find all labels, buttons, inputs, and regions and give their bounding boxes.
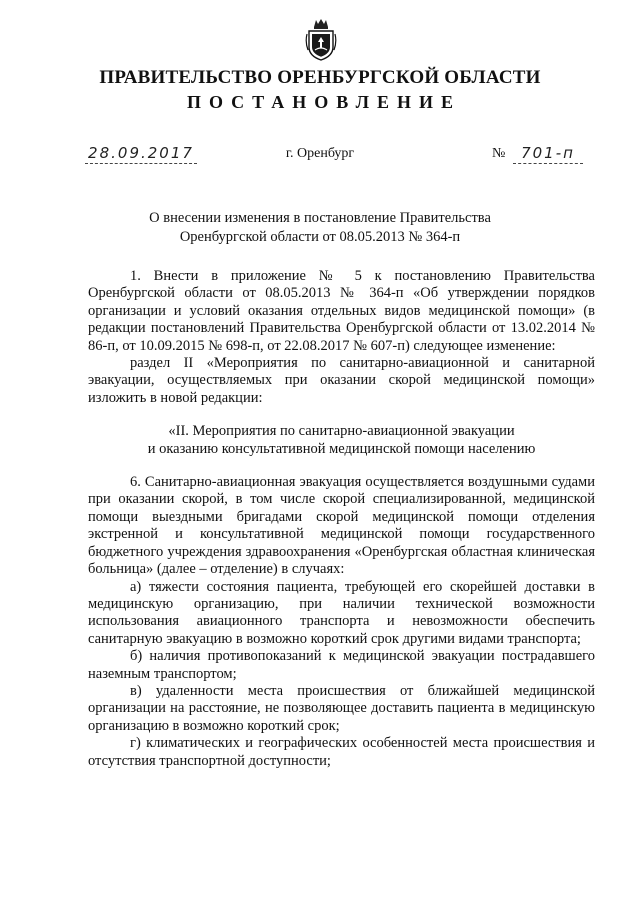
title-line: О внесении изменения в постановление Правительства — [149, 210, 491, 226]
city: г. Оренбург — [285, 146, 355, 161]
handwritten-number: 701-п — [521, 144, 575, 162]
document-meta-row — [0, 144, 640, 168]
document-body — [88, 268, 595, 770]
title-line: Оренбургской области от 08.05.2013 № 364-п — [179, 229, 461, 245]
number-field — [513, 144, 583, 162]
paragraph: а) тяжести состояния пациента, требующей его скорейшей доставки в медицинскую организацию, при наличии технической возможности использования авиационного транспорта и невозможности обеспечить санитарную эвакуацию в возможно короткий срок другими видами транспорта; — [88, 578, 595, 647]
paragraph: 1. Внести в приложение № 5 к постановлению Правительства Оренбургской области от 08.05.2013 № 364-п «Об утверждении порядков организации и условий оказания отдельных видов медицинской помощи» (в редакции постановлений Правительства Оренбургской области от 13.02.2014 № 86-п, от 10.09.2015 № 698-п, от 22.08.2017 № 607-п) следующее изменение: — [88, 268, 595, 354]
organization-title: ПРАВИТЕЛЬСТВО ОРЕНБУРГСКОЙ ОБЛАСТИ — [99, 67, 541, 88]
number-label: № — [492, 146, 506, 161]
handwritten-date: 28.09.2017 — [88, 144, 194, 162]
section-title: «II. Мероприятия по санитарно-авиационной эвакуации — [168, 423, 515, 440]
paragraph: в) удаленности места происшествия от ближайшей медицинской организации на расстояние, не позволяющее доставить пациента в медицинскую организацию в возможно короткий срок; — [88, 682, 595, 734]
coat-of-arms-icon — [305, 18, 337, 62]
paragraph: г) климатических и географических особенностей места происшествия и отсутствия транспортной доступности; — [88, 735, 595, 769]
document-type: ПОСТАНОВЛЕНИЕ — [186, 92, 462, 112]
paragraph: раздел II «Мероприятия по санитарно-авиационной и санитарной эвакуации, осуществляемых при оказании скорой медицинской помощи» изложить в новой редакции: — [88, 355, 595, 406]
section-title: и оказанию консультативной медицинской помощи населению — [147, 440, 536, 457]
document-title — [0, 209, 640, 247]
number-underline — [513, 163, 583, 164]
date-underline — [85, 163, 197, 164]
paragraph: 6. Санитарно-авиационная эвакуация осуществляется воздушными судами при оказании скорой, в том числе скорой специализированной, медицинской помощи выездными бригадами скорой медицинской помощи отделения экстренной и консультативной медицинской помощи государственного бюджетного учреждения здравоохранения «Оренбургская областная клиническая больница» (далее – отделение) в случаях: — [88, 474, 595, 578]
paragraph: б) наличия противопоказаний к медицинской эвакуации пострадавшего наземным транспортом; — [88, 648, 595, 682]
